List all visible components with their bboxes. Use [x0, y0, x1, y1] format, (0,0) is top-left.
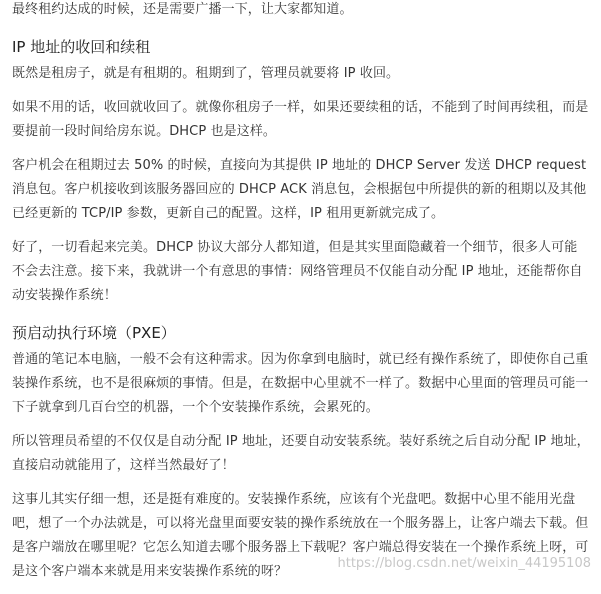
article-body: [12, 0, 590, 594]
paragraph: 既然是租房子，就是有租期的。租期到了，管理员就要将 IP 收回。: [12, 66, 400, 81]
paragraph: 所以管理员希望的不仅仅是自动分配 IP 地址，还要自动安装系统。装好系统之后自动分配 IP 地址，直接启动就能用了，这样当然最好了！: [12, 434, 590, 473]
section-heading-pxe: 预启动执行环境（PXE）: [12, 324, 176, 342]
paragraph: 好了，一切看起来完美。DHCP 协议大部分人都知道，但是其实里面隐藏着一个细节，很多人可能不会去注意。接下来，我就讲一个有意思的事情：网络管理员不仅能自动分配 IP 地址，还能帮你自动安装操作系统！: [12, 240, 583, 303]
section-heading-ip-renewal: IP 地址的收回和续租: [12, 38, 151, 56]
paragraph: 普通的笔记本电脑，一般不会有这种需求。因为你拿到电脑时，就已经有操作系统了，即使你自己重装操作系统，也不是很麻烦的事情。但是，在数据中心里就不一样了。数据中心里面的管理员可能一下子就拿到几百台空的机器，一个个安装操作系统，会累死的。: [12, 352, 589, 415]
paragraph: 客户机会在租期过去 50% 的时候，直接向为其提供 IP 地址的 DHCP Server 发送 DHCP request 消息包。客户机接收到该服务器回应的 DHCP ACK 消息包，会根据包中所提供的新的租期以及其他已经更新的 TCP/IP 参数，更新自己的配置。这样，IP 租用更新就完成了。: [12, 158, 587, 221]
paragraph: 如果不用的话，收回就收回了。就像你租房子一样，如果还要续租的话，不能到了时间再续租，而是要提前一段时间给房东说。DHCP 也是这样。: [12, 100, 589, 139]
paragraph: 这事儿其实仔细一想，还是挺有难度的。安装操作系统，应该有个光盘吧。数据中心里不能用光盘吧，想了一个办法就是，可以将光盘里面要安装的操作系统放在一个服务器上，让客户端去下载。但是客户端放在哪里呢？它怎么知道去哪个服务器上下载呢？客户端总得安装在一个操作系统上呀，可是这个客户端本来就是用来安装操作系统的呀？: [12, 492, 589, 579]
intro-tail-paragraph: 最终租约达成的时候，还是需要广播一下，让大家都知道。: [12, 2, 353, 17]
csdn-watermark: https://blog.csdn.net/weixin_44195108: [337, 556, 591, 571]
